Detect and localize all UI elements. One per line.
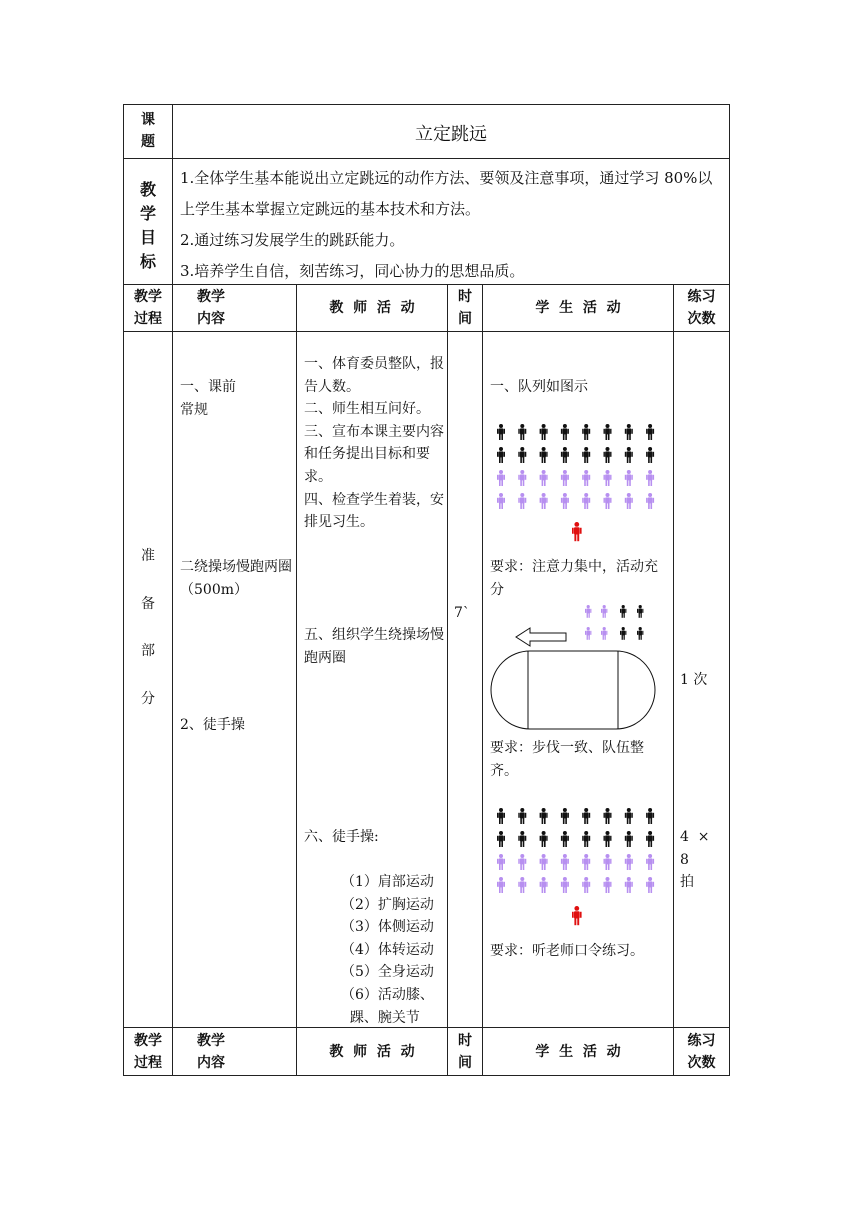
student-figure-icon	[518, 877, 526, 893]
student-formation-title: 一、队列如图示	[490, 379, 588, 395]
student-figure-icon	[646, 447, 654, 463]
student-figure-icon	[625, 854, 633, 870]
student-figure-icon	[561, 808, 569, 824]
student-figure-icon	[604, 493, 612, 509]
student-figure-icon	[625, 447, 633, 463]
footer-header-process: 教学过程	[134, 1033, 162, 1071]
student-figure-icon	[625, 493, 633, 509]
student-figure-icon	[518, 831, 526, 847]
runner-figure-icon	[601, 627, 607, 640]
table-border-top	[123, 104, 730, 105]
student-requirement-3: 要求：听老师口令练习。	[490, 943, 644, 959]
footer-header-time: 时间	[458, 1033, 472, 1071]
student-figure-icon	[561, 424, 569, 440]
student-figure-icon	[540, 877, 548, 893]
student-figure-icon	[582, 854, 590, 870]
student-figure-icon	[582, 877, 590, 893]
student-figure-icon	[646, 831, 654, 847]
student-figure-icon	[518, 470, 526, 486]
student-figure-icon	[582, 447, 590, 463]
header-process: 教学过程	[134, 289, 162, 327]
student-figure-icon	[561, 854, 569, 870]
content-exercise: 2、徒手操	[180, 717, 245, 733]
footer-header-content: 教学内容	[197, 1033, 225, 1071]
student-figure-icon	[518, 447, 526, 463]
teacher-exercise-title: 六、徒手操:	[304, 829, 379, 845]
student-figure-icon	[561, 493, 569, 509]
student-figure-icon	[518, 493, 526, 509]
col-divider-2	[296, 284, 297, 1075]
content-routine: 一、课前 常规	[180, 379, 236, 418]
student-figure-icon	[540, 447, 548, 463]
content-jog: 二绕操场慢跑两圈（500m）	[180, 559, 292, 598]
teacher-routine: 一、体育委员整队，报告人数。 二、师生相互问好。 三、宣布本课主要内容和任务提出目标和要求。 四、检查学生着装，安排见习生。	[304, 356, 444, 531]
table-border-row3	[123, 331, 730, 332]
student-figure-icon	[518, 808, 526, 824]
col-divider-1	[172, 284, 173, 1075]
teacher-exercise-list: （1）肩部运动 （2）扩胸运动 （3）体侧运动 （4）体转运动 （5）全身运动 （6）活动膝、 踝、腕关节	[341, 874, 434, 1026]
formation-diagram-1	[490, 420, 660, 550]
student-figure-icon	[604, 854, 612, 870]
header-time: 时间	[458, 289, 472, 327]
student-figure-icon	[497, 854, 505, 870]
col-divider-3	[447, 284, 448, 1075]
student-figure-icon	[540, 424, 548, 440]
section-name: 准备部分	[141, 548, 155, 707]
runner-figure-icon	[620, 605, 626, 618]
track-oval	[491, 651, 655, 729]
lesson-topic: 立定跳远	[415, 124, 487, 145]
student-figure-icon	[625, 470, 633, 486]
teacher-figure-icon	[572, 522, 582, 541]
student-figure-icon	[625, 877, 633, 893]
teacher-figure-icon	[572, 906, 582, 925]
runner-figure-icon	[637, 627, 643, 640]
student-figure-icon	[604, 831, 612, 847]
practice-count-2: 4 × 8 拍	[680, 829, 710, 891]
objectives-label: 教学目标	[139, 180, 156, 271]
student-figure-icon	[646, 493, 654, 509]
student-figure-icon	[582, 831, 590, 847]
runner-figure-icon	[620, 627, 626, 640]
student-figure-icon	[646, 424, 654, 440]
student-figure-icon	[625, 808, 633, 824]
student-figure-icon	[582, 808, 590, 824]
topic-label: 课题	[141, 112, 155, 150]
header-teacher: 教 师 活 动	[329, 300, 415, 316]
student-requirement-1: 要求：注意力集中，活动充分	[490, 559, 658, 598]
student-figure-icon	[561, 831, 569, 847]
col-divider-5	[673, 284, 674, 1075]
student-figure-icon	[646, 470, 654, 486]
table-border-row1	[123, 158, 730, 159]
student-figure-icon	[646, 808, 654, 824]
student-figure-icon	[540, 831, 548, 847]
student-figure-icon	[582, 470, 590, 486]
footer-header-student: 学 生 活 动	[535, 1044, 621, 1060]
student-figure-icon	[497, 470, 505, 486]
header-student: 学 生 活 动	[535, 300, 621, 316]
student-figure-icon	[497, 493, 505, 509]
student-figure-icon	[646, 877, 654, 893]
student-figure-icon	[540, 808, 548, 824]
student-figure-icon	[518, 424, 526, 440]
header-content: 教学内容	[197, 289, 225, 327]
student-figure-icon	[604, 877, 612, 893]
student-figure-icon	[518, 854, 526, 870]
table-border-bottom	[123, 1075, 730, 1076]
runner-figure-icon	[601, 605, 607, 618]
col-divider-4	[482, 284, 483, 1075]
student-figure-icon	[604, 447, 612, 463]
objective-2: 2.通过练习发展学生的跳跃能力。	[180, 231, 405, 249]
runner-figure-icon	[637, 605, 643, 618]
student-figure-icon	[540, 493, 548, 509]
objective-3: 3.培养学生自信，刻苦练习，同心协力的思想品质。	[180, 262, 525, 280]
objective-1: 1.全体学生基本能说出立定跳远的动作方法、要领及注意事项，通过学习 80%以上学生基本掌握立定跳远的基本技术和方法。	[180, 169, 713, 218]
footer-header-teacher: 教 师 活 动	[329, 1044, 415, 1060]
student-figure-icon	[497, 424, 505, 440]
footer-header-practice: 练习次数	[687, 1033, 716, 1071]
student-figure-icon	[625, 424, 633, 440]
formation-diagram-2	[490, 804, 660, 934]
student-figure-icon	[582, 424, 590, 440]
student-figure-icon	[497, 447, 505, 463]
student-figure-icon	[540, 854, 548, 870]
runner-figure-icon	[585, 627, 591, 640]
runner-figure-icon	[585, 605, 591, 618]
student-figure-icon	[561, 877, 569, 893]
student-figure-icon	[646, 854, 654, 870]
student-figure-icon	[497, 808, 505, 824]
time-value: 7`	[454, 605, 470, 621]
student-figure-icon	[604, 424, 612, 440]
running-track-diagram	[490, 602, 670, 732]
table-border-right	[729, 104, 730, 1075]
practice-count-1: 1 次	[680, 672, 708, 688]
teacher-jog: 五、组织学生绕操场慢跑两圈	[304, 627, 444, 666]
student-figure-icon	[625, 831, 633, 847]
student-figure-icon	[561, 470, 569, 486]
student-figure-icon	[604, 808, 612, 824]
direction-arrow-icon	[516, 628, 566, 646]
student-figure-icon	[561, 447, 569, 463]
header-practice: 练习次数	[687, 289, 716, 327]
student-figure-icon	[582, 493, 590, 509]
objectives-list	[180, 163, 726, 287]
student-figure-icon	[497, 877, 505, 893]
student-requirement-2: 要求：步伐一致、队伍整齐。	[490, 740, 644, 779]
student-figure-icon	[497, 831, 505, 847]
student-figure-icon	[604, 470, 612, 486]
student-figure-icon	[540, 470, 548, 486]
